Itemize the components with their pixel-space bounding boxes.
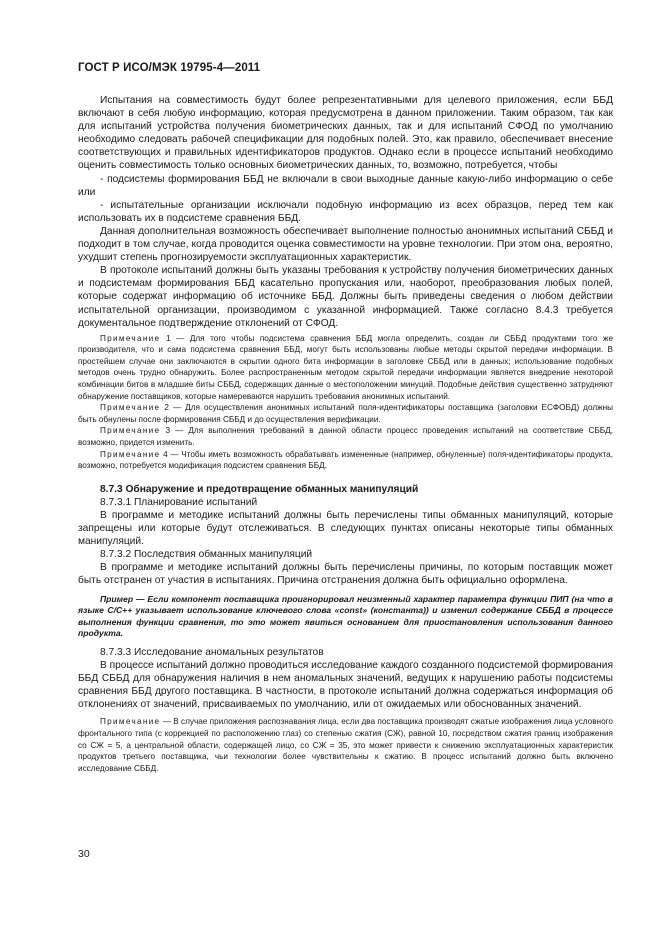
note-label: Примечание bbox=[100, 403, 161, 413]
example-block: Пример — Если компонент поставщика проигнорировал неизменный характер параметра функции ПИП (на что в языке C/C++ указывает использование ключевого слова «const» (константа)) и изменил содержание СББД в процессе выполнения функции сравнения, то это может явиться основанием для приостановления использования данного продукта. bbox=[78, 593, 613, 639]
note-number: 2 bbox=[164, 403, 169, 413]
paragraph: В процессе испытаний должно проводиться исследование каждого созданного подсистемой формирования ББД СББД для обнаружения наличия в нем аномальных значений, ведущих к нарушению работы подсистемы сравнения ББД другого поставщика. В частности, в протоколе испытаний должна содержаться информация об отклонениях от значений, присваиваемых по умолчанию, или от ожидаемых или обоснованных значений. bbox=[78, 660, 613, 711]
paragraph: В программе и методике испытаний должны быть перечислены причины, по которым поставщик может быть отстранен от участия в испытаниях. Причина отстранения должна быть официально оформлена. bbox=[78, 562, 613, 587]
note-label: Примечание bbox=[100, 449, 161, 459]
note-label: Примечание bbox=[100, 426, 161, 436]
note-label: Примечание bbox=[100, 333, 161, 343]
note-text: — Для осуществления анонимных испытаний поля-идентификаторы поставщика (заголовки ЕСФОБД) должны быть обнулены после формирования СББД и до осуществления верификации. bbox=[78, 403, 613, 424]
note-4 bbox=[78, 449, 613, 472]
page-content bbox=[78, 94, 613, 774]
paragraph: Испытания на совместимость будут более репрезентативными для целевого приложения, если ББД включают в себя любую информацию, которая предусмотрена в данном приложении. Таким образом, так как для испытаний устройства получения биометрических данных, так и для испытаний СФОД по умолчанию необходимо следовать рабочей спецификации для подобных полей. Это, как правило, обеспечивает внесение соответствующих и правильных идентификаторов продуктов. Однако если в процессе испытаний необходимо оценить совместимость только основных биометрических данных, то, возможно, потребуется, чтобы bbox=[78, 95, 613, 172]
document-header: ГОСТ Р ИСО/МЭК 19795-4—2011 bbox=[78, 62, 261, 74]
paragraph: Данная дополнительная возможность обеспечивает выполнение полностью анонимных испытаний СББД и подходит в том случае, когда проводится оценка совместимости на уровне технологии. При этом она, вероятно, ухудшит степень прогнозируемости эксплуатационных характеристик. bbox=[78, 225, 613, 264]
page-number: 30 bbox=[78, 848, 90, 860]
note-number: 1 bbox=[165, 333, 171, 343]
section-heading-8-7-3: 8.7.3 Обнаружение и предотвращение обманных манипуляций bbox=[100, 483, 419, 495]
subsection-heading-8-7-3-2: 8.7.3.2 Последствия обманных манипуляций bbox=[100, 549, 313, 561]
subsection-heading-8-7-3-1: 8.7.3.1 Планирование испытаний bbox=[100, 496, 258, 508]
note-label: Примечание bbox=[100, 717, 161, 727]
bullet-item: - подсистемы формирования ББД не включали в свои выходные данные какую-либо информацию о себе или bbox=[78, 173, 613, 198]
note-5 bbox=[78, 716, 613, 774]
bullet-item: - испытательные организации исключали подобную информацию из всех образцов, перед тем как использовать их в подсистеме сравнения ББД. bbox=[78, 199, 613, 224]
note-text: — Для выполнения требований в данной области процесс проведения испытаний на соответствие СББД, возможно, придется изменить. bbox=[78, 426, 613, 448]
note-1 bbox=[78, 333, 613, 403]
note-number: 3 bbox=[165, 426, 171, 436]
note-text: — В случае приложения распознавания лица, если два поставщика производят сжатые изображения лица условного фронтального типа (с коррекцией по расположению глаз) со степенью сжатия (СЖ), равной 10, посредством сжатия границ изображения со СЖ = 5, а центральной области, содержащей лицо, со СЖ = 35, это может привести к снижению эксплуатационных характеристик продуктов третьего поставщика, чьи технологии более чувствительны к сжатию. В процесс испытаний должно быть включено исследование СББД. bbox=[78, 717, 613, 773]
note-text: — Для того чтобы подсистема сравнения ББД могла определить, создан ли СББД продуктами того же производителя, что и сама подсистема сравнения ББД, могут быть использованы любые методы скрытой передачи информации. В простейшем случае они заключаются в скрытии одного бита информации в заголовке СББД или в данных; использование подобных методов очень трудно обнаружить. Более распространенным методом скрытой передачи информации является внедрение некоторой комбинации битов в младшие биты СББД, содержащих данные о местоположении минуций. Подобные действия существенно затрудняют обнаружение поставщиков, которые намереваются нарушить требования анонимных испытаний. bbox=[78, 333, 613, 401]
note-number: 4 bbox=[163, 449, 168, 459]
paragraph: В программе и методике испытаний должны быть перечислены типы обманных манипуляций, которые запрещены или которые будут отслеживаться. В следующих пунктах описаны некоторые типы обманных манипуляций. bbox=[78, 510, 613, 548]
subsection-heading-8-7-3-3: 8.7.3.3 Исследование аномальных результатов bbox=[100, 646, 324, 658]
paragraph: В протоколе испытаний должны быть указаны требования к устройству получения биометрических данных и подсистемам формирования ББД касательно пропускания или, наоборот, преобразования любых полей, которые содержат информацию об источнике ББД. Должны быть приведены сведения о любом действии испытательной организации, производимом с указанной информацией. Также согласно 8.4.3 требуется документальное подтверждение отклонений от СФОД. bbox=[78, 265, 613, 329]
note-3 bbox=[78, 425, 613, 448]
note-2 bbox=[78, 402, 613, 425]
note-text: — Чтобы иметь возможность обрабатывать измененные (например, обнуленные) поля-идентификаторы продукта, возможно, потребуется модификация подсистем сравнения ББД. bbox=[78, 449, 613, 471]
